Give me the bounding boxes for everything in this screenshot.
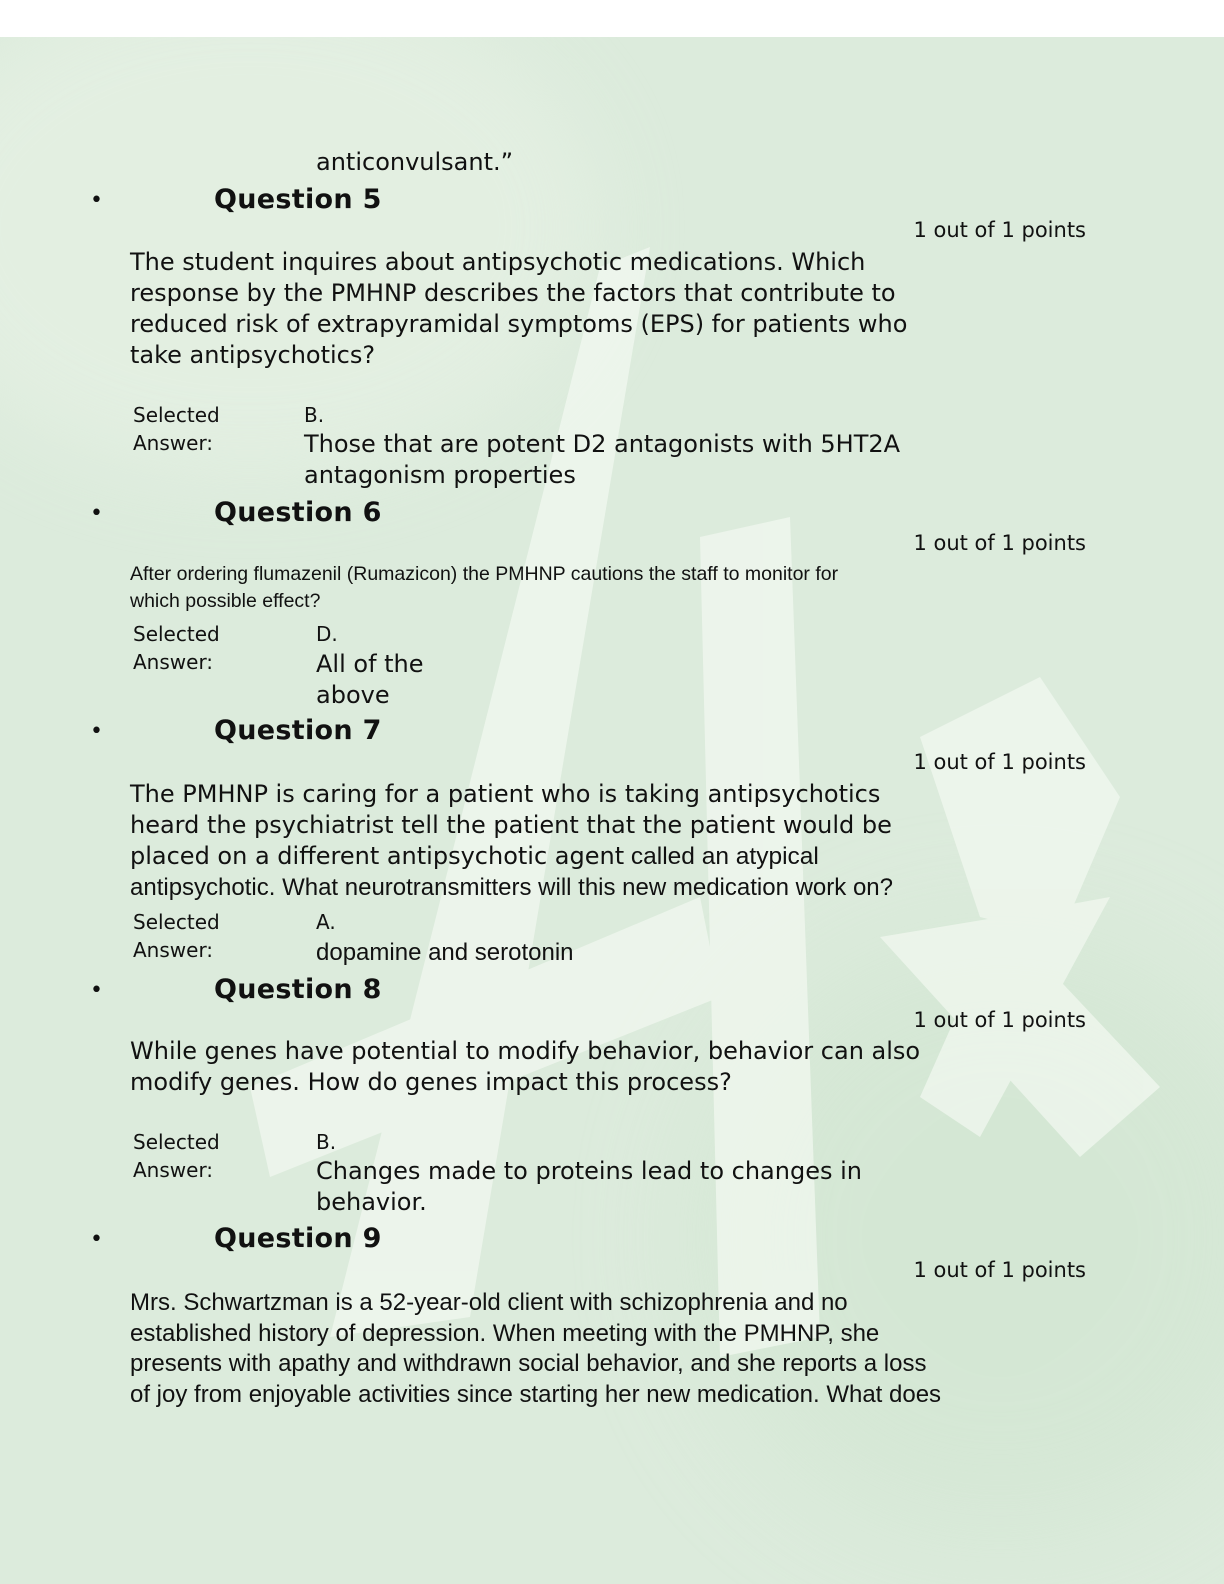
question-7-title: Question 7 (214, 715, 382, 746)
selected-answer-label: Selected Answer: (133, 1130, 220, 1182)
question-8-title: Question 8 (214, 974, 382, 1005)
question-6-text: After ordering flumazenil (Rumazicon) the PMHNP cautions the staff to monitor for which possible effect? (130, 563, 839, 612)
selected-answer-label: Selected Answer: (133, 622, 220, 674)
selected-answer-label: Selected Answer: (133, 403, 220, 455)
question-5-title: Question 5 (214, 184, 382, 215)
question-6-answer-letter: D. (316, 622, 338, 646)
question-9-points: 1 out of 1 points (913, 1258, 1086, 1282)
question-9-title: Question 9 (214, 1223, 382, 1254)
question-7-text: The PMHNP is caring for a patient who is taking antipsychotics heard the psychiatrist tell the patient that the patient would be placed on a different antipsychotic agent called an atypical antipsychotic. What neurotransmitters will this new medication work on? (130, 780, 893, 901)
question-8-points: 1 out of 1 points (913, 1008, 1086, 1032)
bullet-icon: • (90, 1227, 103, 1252)
bullet-icon: • (90, 188, 103, 213)
question-6-points: 1 out of 1 points (913, 531, 1086, 555)
question-6-title: Question 6 (214, 497, 382, 528)
continued-text-fragment: anticonvulsant.” (316, 148, 514, 176)
question-6-answer: All of the above (316, 650, 424, 709)
question-8-text: While genes have potential to modify behavior, behavior can also modify genes. How do genes impact this process? (130, 1037, 921, 1096)
question-7-answer-letter: A. (316, 910, 336, 934)
question-9-text: Mrs. Schwartzman is a 52-year-old client with schizophrenia and no established history of depression. When meeting with the PMHNP, she presents with apathy and withdrawn social behavior, and she reports a loss of joy from enjoyable activities since starting her new medication. What does (130, 1289, 942, 1408)
question-5-points: 1 out of 1 points (913, 218, 1086, 242)
question-5-answer: Those that are potent D2 antagonists with 5HT2A antagonism properties (304, 430, 901, 489)
question-7-points: 1 out of 1 points (913, 750, 1086, 774)
question-8-answer: Changes made to proteins lead to changes in behavior. (316, 1157, 862, 1216)
question-5-answer-letter: B. (304, 403, 325, 427)
question-5-text: The student inquires about antipsychotic medications. Which response by the PMHNP describes the factors that contribute to reduced risk of extrapyramidal symptoms (EPS) for patients who take antipsychotics? (130, 248, 908, 369)
question-8-answer-letter: B. (316, 1130, 337, 1154)
bullet-icon: • (90, 719, 103, 744)
bullet-icon: • (90, 978, 103, 1003)
selected-answer-label: Selected Answer: (133, 910, 220, 962)
question-7-answer: dopamine and serotonin (316, 939, 574, 966)
bullet-icon: • (90, 501, 103, 526)
